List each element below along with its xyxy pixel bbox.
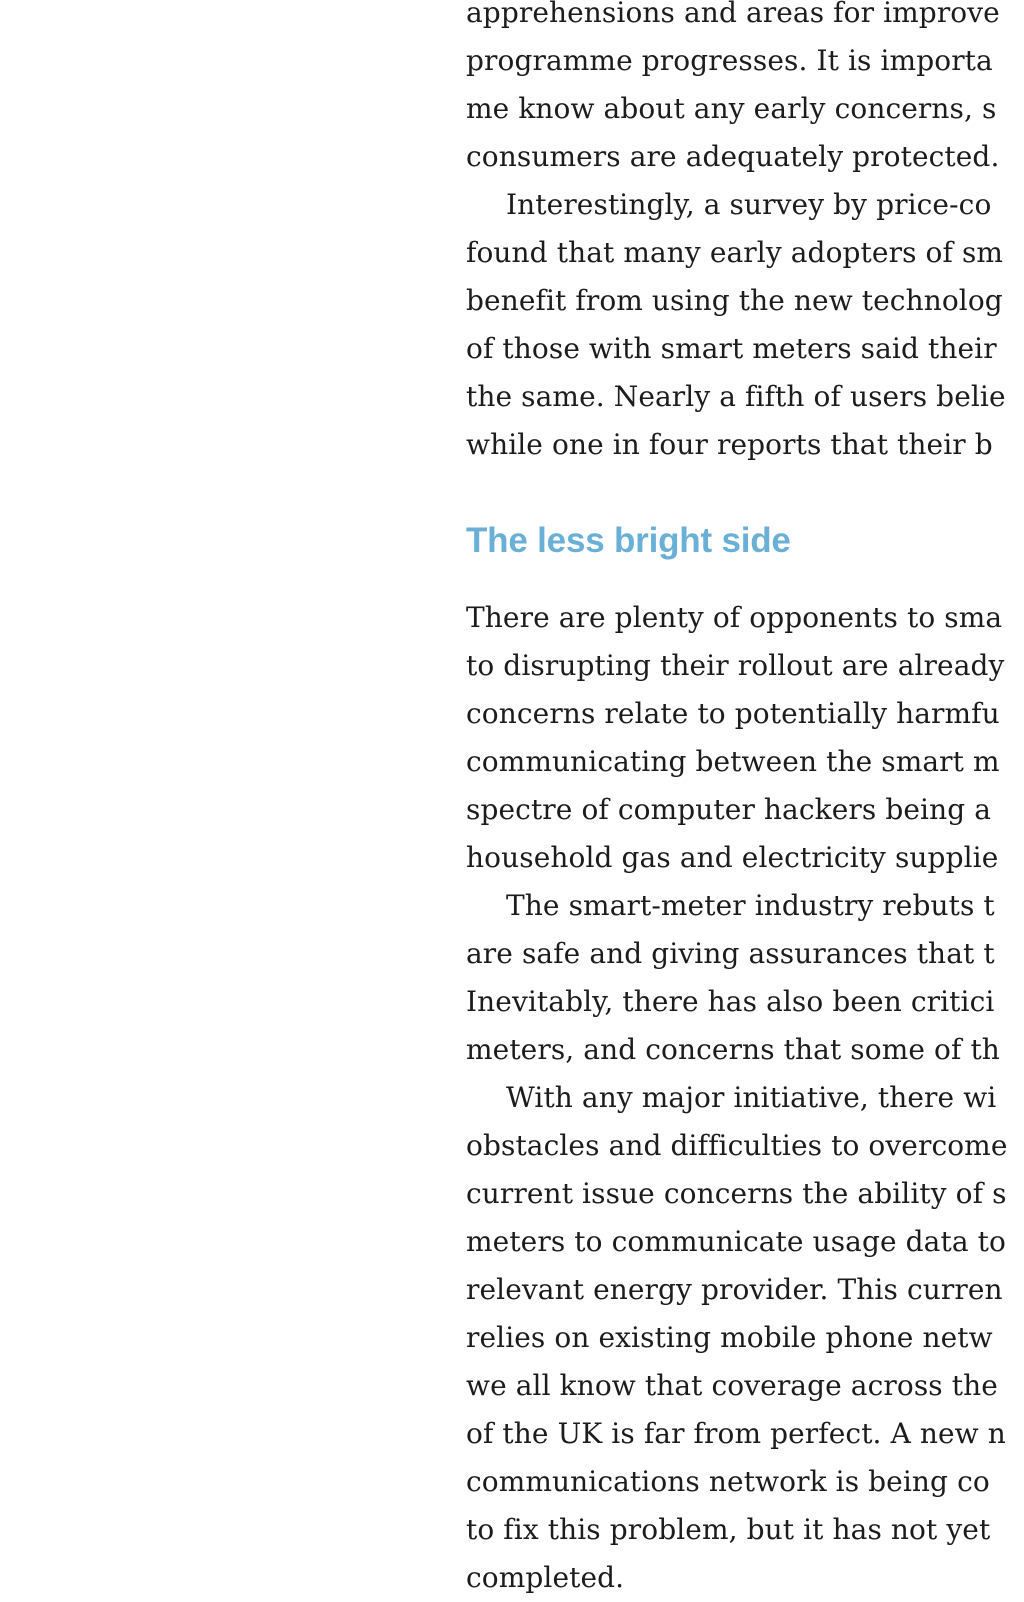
paragraph-industry-rebuttal [466, 882, 1024, 1074]
text-line: Inevitably, there has also been critici [466, 985, 995, 1019]
text-line: the same. Nearly a fifth of users belie [466, 380, 1006, 413]
text-line: meters, and concerns that some of th [466, 1033, 1000, 1067]
text-line: concerns relate to potentially harmfu [466, 697, 1000, 731]
text-line: me know about any early concerns, s [466, 92, 997, 125]
text-line: while one in four reports that their b [466, 428, 993, 461]
text-line: of those with smart meters said their [466, 332, 997, 365]
text-line: are safe and giving assurances that t [466, 937, 995, 971]
text-line: relevant energy provider. This curren [466, 1273, 1003, 1307]
paragraph-consumer-protection [466, 0, 1024, 181]
text-line: household gas and electricity supplie [466, 841, 999, 875]
article-column [466, 0, 1024, 1602]
text-line: we all know that coverage across the [466, 1369, 998, 1403]
text-line: relies on existing mobile phone netw [466, 1321, 993, 1355]
text-line: communications network is being co [466, 1465, 990, 1499]
text-line: meters to communicate usage data to [466, 1225, 1006, 1259]
text-line: found that many early adopters of sm [466, 236, 1004, 269]
text-line: programme progresses. It is importa [466, 44, 993, 77]
text-line: spectre of computer hackers being a [466, 793, 992, 827]
text-line: of the UK is far from perfect. A new n [466, 1417, 1006, 1451]
text-line: benefit from using the new technolog [466, 284, 1003, 317]
text-line: With any major initiative, there wi [506, 1081, 997, 1115]
paragraph-opponents [466, 594, 1024, 882]
text-line: The smart-meter industry rebuts t [506, 889, 995, 923]
text-line: obstacles and difficulties to overcome [466, 1129, 1008, 1163]
text-line: consumers are adequately protected. [466, 140, 1000, 173]
text-line: to fix this problem, but it has not yet [466, 1513, 991, 1547]
text-line: Interestingly, a survey by price-co [506, 188, 992, 221]
text-line: to disrupting their rollout are already [466, 649, 1005, 683]
text-line: current issue concerns the ability of s [466, 1177, 1007, 1211]
paragraph-obstacles [466, 1074, 1024, 1602]
text-line: There are plenty of opponents to sma [466, 601, 1003, 635]
text-line: completed. [466, 1561, 625, 1595]
paragraph-survey [466, 181, 1024, 469]
text-line: apprehensions and areas for improve [466, 0, 1000, 29]
section-heading: The less bright side [466, 521, 791, 560]
text-line: communicating between the smart m [466, 745, 1000, 779]
